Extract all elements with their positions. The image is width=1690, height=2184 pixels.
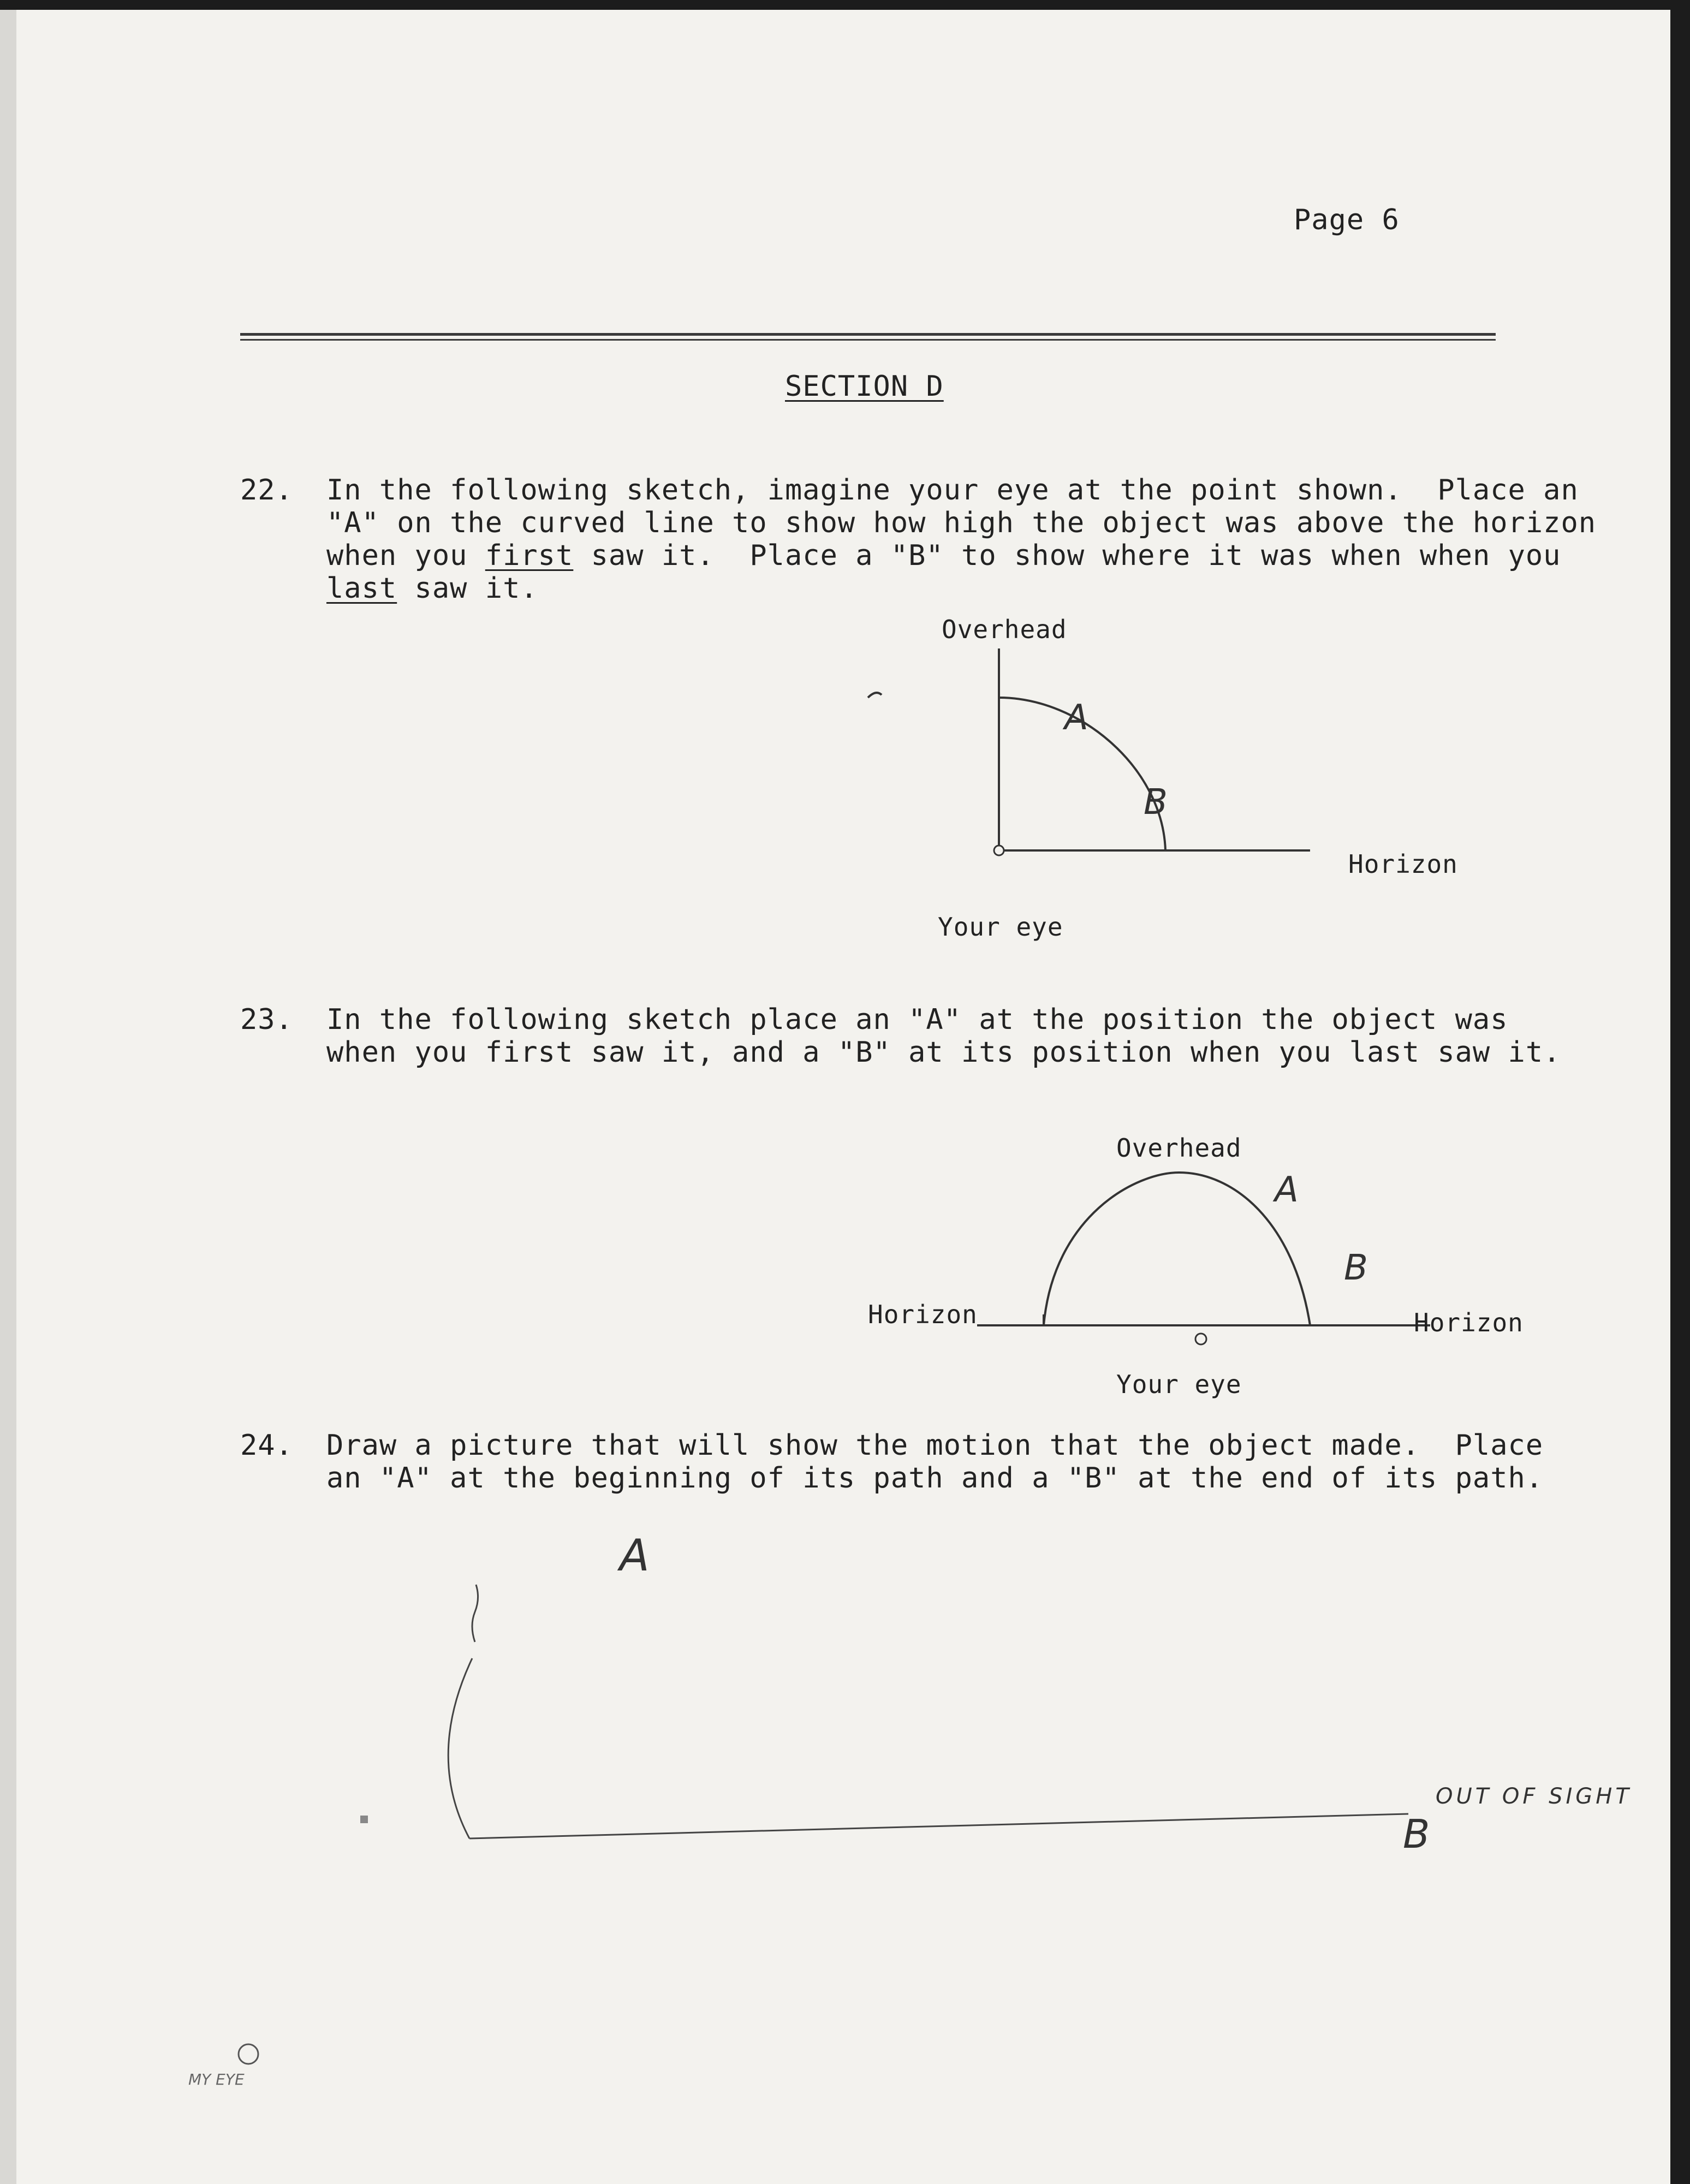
q22-line-3-post: saw it. Place a "B" to show where it was when when you [573, 539, 1561, 572]
q22-line-4 [326, 572, 538, 605]
q23-semicircle-figure [977, 1156, 1447, 1364]
q22-line-3 [326, 539, 1561, 572]
q22-fig-your-eye-label: Your eye [938, 912, 1063, 942]
q22-number: 22. [240, 474, 293, 507]
q23-fig-horizon-right-label: Horizon [1414, 1308, 1524, 1337]
q24-note-my-eye: MY EYE [188, 2070, 245, 2088]
q23-handwritten-a: A [1275, 1170, 1299, 1210]
my-eye-circle-shape [239, 2044, 258, 2064]
q22-line-3-pre: when you [326, 539, 485, 572]
q23-fig-overhead-label: Overhead [1116, 1133, 1242, 1163]
q24-ascent-line [448, 1658, 472, 1838]
q22-quarter-circle-figure [852, 638, 1343, 911]
q23-line-2: when you first saw it, and a "B" at its position when you last saw it. [326, 1036, 1561, 1069]
q23-fig-your-eye-label: Your eye [1116, 1370, 1242, 1399]
q24-dot [360, 1816, 368, 1823]
q24-drawn-path [360, 1582, 1474, 1877]
q23-eye-point [1195, 1334, 1206, 1344]
q24-handwritten-b: B [1403, 1811, 1430, 1857]
q23-handwritten-b: B [1344, 1248, 1368, 1288]
q24-line-1: Draw a picture that will show the motion that the object made. Place [326, 1429, 1544, 1462]
q24-number: 24. [240, 1429, 293, 1462]
q24-note-out-of-sight: OUT OF SIGHT [1436, 1784, 1632, 1809]
q23-line-1: In the following sketch place an "A" at the position the object was [326, 1003, 1508, 1036]
stray-mark [868, 693, 882, 698]
q22-line-2: "A" on the curved line to show how high the object was above the horizon [326, 507, 1597, 539]
scan-edge [0, 10, 16, 2184]
document-page [0, 10, 1670, 2184]
q23-number: 23. [240, 1003, 293, 1036]
q23-fig-horizon-left-label: Horizon [868, 1300, 978, 1329]
q22-emphasis-first: first [485, 539, 574, 572]
q22-line-4-post: saw it. [397, 572, 538, 605]
q22-fig-overhead-label: Overhead [942, 615, 1067, 644]
q22-fig-horizon-label: Horizon [1348, 849, 1458, 879]
q24-ground-line [469, 1814, 1408, 1838]
page-number: Page 6 [1294, 204, 1400, 236]
section-title: SECTION D [785, 370, 944, 403]
q24-handwritten-a: A [620, 1530, 650, 1581]
q22-line-1: In the following sketch, imagine your eye at the point shown. Place an [326, 474, 1579, 507]
q22-emphasis-last: last [326, 572, 397, 605]
q24-line-2: an "A" at the beginning of its path and a "B" at the end of its path. [326, 1462, 1544, 1495]
q22-handwritten-b: B [1144, 782, 1168, 823]
q22-handwritten-a: A [1064, 698, 1088, 738]
q22-eye-point [994, 846, 1004, 855]
header-rule-bottom [240, 339, 1496, 341]
q24-tick-a [472, 1585, 478, 1642]
my-eye-circle [232, 2038, 265, 2070]
q23-sky-arc [1044, 1173, 1310, 1325]
header-rule-top [240, 333, 1496, 336]
